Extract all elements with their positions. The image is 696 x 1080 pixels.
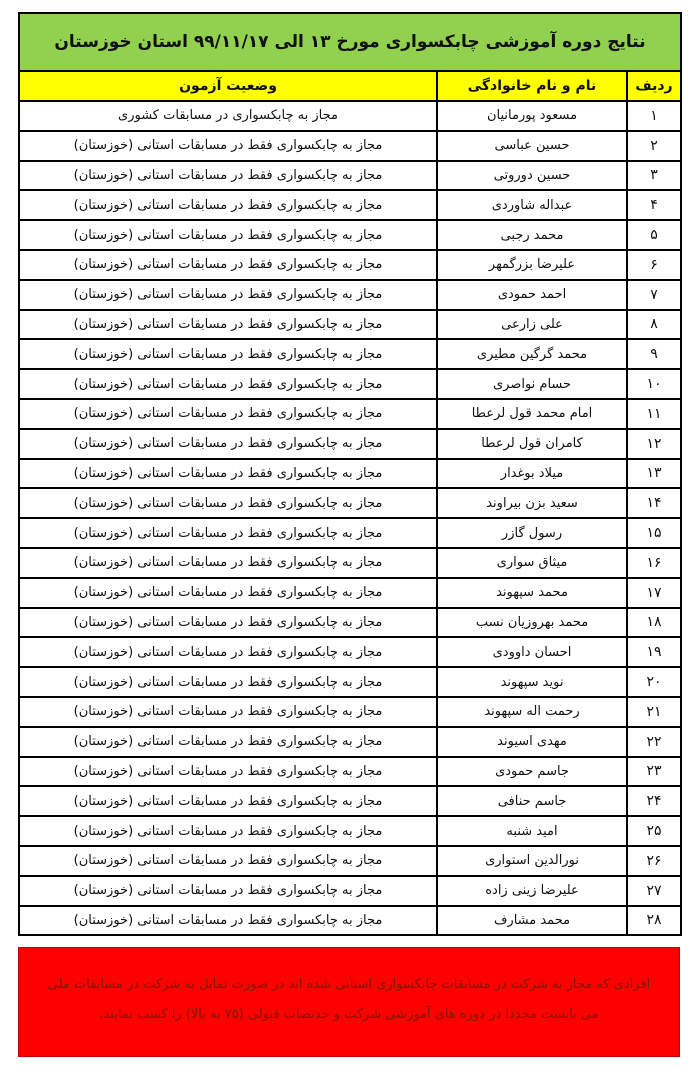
table-row <box>19 518 681 548</box>
cell-name: محمد سپهوند <box>437 578 627 608</box>
cell-name: علیرضا زینی زاده <box>437 876 627 906</box>
cell-name: امام محمد قول لرعطا <box>437 399 627 429</box>
cell-status: مجاز به چابکسواری فقط در مسابقات استانی (خوزستان) <box>19 608 437 638</box>
table-row <box>19 637 681 667</box>
cell-name: محمد گرگین مطیری <box>437 339 627 369</box>
cell-name: میثاق سواری <box>437 548 627 578</box>
cell-status: مجاز به چابکسواری فقط در مسابقات استانی (خوزستان) <box>19 339 437 369</box>
cell-name: محمد بهروزیان نسب <box>437 608 627 638</box>
cell-status: مجاز به چابکسواری فقط در مسابقات استانی (خوزستان) <box>19 816 437 846</box>
table-row <box>19 369 681 399</box>
table-row <box>19 399 681 429</box>
cell-name: سعید بزن بیراوند <box>437 488 627 518</box>
table-row <box>19 488 681 518</box>
cell-status: مجاز به چابکسواری فقط در مسابقات استانی (خوزستان) <box>19 667 437 697</box>
cell-row-number: ۲۶ <box>627 846 681 876</box>
cell-status: مجاز به چابکسواری فقط در مسابقات استانی (خوزستان) <box>19 906 437 936</box>
cell-row-number: ۱۹ <box>627 637 681 667</box>
cell-row-number: ۲۸ <box>627 906 681 936</box>
cell-name: مسعود پورمانیان <box>437 101 627 131</box>
cell-name: میلاد بوغدار <box>437 459 627 489</box>
cell-name: نورالدین استواری <box>437 846 627 876</box>
table-row <box>19 161 681 191</box>
table-body <box>19 101 681 935</box>
cell-name: محمد رجبی <box>437 220 627 250</box>
cell-status: مجاز به چابکسواری فقط در مسابقات استانی (خوزستان) <box>19 429 437 459</box>
cell-row-number: ۱۳ <box>627 459 681 489</box>
header-row <box>19 71 681 101</box>
results-sheet <box>18 12 680 936</box>
cell-row-number: ۲۷ <box>627 876 681 906</box>
cell-row-number: ۳ <box>627 161 681 191</box>
cell-status: مجاز به چابکسواری فقط در مسابقات استانی (خوزستان) <box>19 846 437 876</box>
table-row <box>19 429 681 459</box>
table-row <box>19 876 681 906</box>
cell-status: مجاز به چابکسواری فقط در مسابقات استانی (خوزستان) <box>19 280 437 310</box>
cell-status: مجاز به چابکسواری در مسابقات کشوری <box>19 101 437 131</box>
cell-row-number: ۵ <box>627 220 681 250</box>
table-row <box>19 459 681 489</box>
table-row <box>19 697 681 727</box>
cell-row-number: ۱۴ <box>627 488 681 518</box>
cell-status: مجاز به چابکسواری فقط در مسابقات استانی (خوزستان) <box>19 399 437 429</box>
cell-name: حسین عباسی <box>437 131 627 161</box>
cell-status: مجاز به چابکسواری فقط در مسابقات استانی (خوزستان) <box>19 757 437 787</box>
cell-status: مجاز به چابکسواری فقط در مسابقات استانی (خوزستان) <box>19 220 437 250</box>
notice-box <box>18 947 680 1057</box>
cell-name: عبداله شاوردی <box>437 190 627 220</box>
title-row <box>19 13 681 71</box>
table-row <box>19 727 681 757</box>
cell-status: مجاز به چابکسواری فقط در مسابقات استانی (خوزستان) <box>19 369 437 399</box>
table-row <box>19 757 681 787</box>
cell-name: حسین دوروتی <box>437 161 627 191</box>
cell-status: مجاز به چابکسواری فقط در مسابقات استانی (خوزستان) <box>19 459 437 489</box>
cell-row-number: ۲۲ <box>627 727 681 757</box>
column-header-status: وضعیت آزمون <box>19 71 437 101</box>
cell-status: مجاز به چابکسواری فقط در مسابقات استانی (خوزستان) <box>19 697 437 727</box>
table-row <box>19 608 681 638</box>
cell-status: مجاز به چابکسواری فقط در مسابقات استانی (خوزستان) <box>19 131 437 161</box>
column-header-row-number: ردیف <box>627 71 681 101</box>
cell-name: احسان داوودی <box>437 637 627 667</box>
column-header-name: نام و نام خانوادگی <box>437 71 627 101</box>
table-row <box>19 786 681 816</box>
cell-name: کامران قول لرعطا <box>437 429 627 459</box>
cell-row-number: ۱۰ <box>627 369 681 399</box>
table-row <box>19 220 681 250</box>
cell-row-number: ۲۱ <box>627 697 681 727</box>
cell-name: رسول گازر <box>437 518 627 548</box>
table-row <box>19 131 681 161</box>
cell-row-number: ۱۷ <box>627 578 681 608</box>
table-row <box>19 310 681 340</box>
cell-row-number: ۱۵ <box>627 518 681 548</box>
table-row <box>19 190 681 220</box>
cell-status: مجاز به چابکسواری فقط در مسابقات استانی (خوزستان) <box>19 637 437 667</box>
cell-row-number: ۶ <box>627 250 681 280</box>
cell-row-number: ۱۶ <box>627 548 681 578</box>
cell-name: امید شنبه <box>437 816 627 846</box>
cell-status: مجاز به چابکسواری فقط در مسابقات استانی (خوزستان) <box>19 548 437 578</box>
table-row <box>19 339 681 369</box>
cell-status: مجاز به چابکسواری فقط در مسابقات استانی (خوزستان) <box>19 727 437 757</box>
table-row <box>19 816 681 846</box>
cell-status: مجاز به چابکسواری فقط در مسابقات استانی (خوزستان) <box>19 250 437 280</box>
cell-name: محمد مشارف <box>437 906 627 936</box>
cell-name: جاسم حمودی <box>437 757 627 787</box>
cell-row-number: ۱۱ <box>627 399 681 429</box>
cell-name: حسام نواصری <box>437 369 627 399</box>
cell-row-number: ۷ <box>627 280 681 310</box>
cell-status: مجاز به چابکسواری فقط در مسابقات استانی (خوزستان) <box>19 161 437 191</box>
cell-name: احمد حمودی <box>437 280 627 310</box>
notice-line-2: می بایست مجددا در دوره های آموزشی شرکت و حدنصاب قبولی (۷۵ به بالا) را کسب نمایند. <box>99 1007 599 1022</box>
table-row <box>19 280 681 310</box>
cell-row-number: ۹ <box>627 339 681 369</box>
cell-row-number: ۲۰ <box>627 667 681 697</box>
cell-name: رحمت اله سپهوند <box>437 697 627 727</box>
table-row <box>19 101 681 131</box>
cell-name: علی زارعی <box>437 310 627 340</box>
cell-row-number: ۱۸ <box>627 608 681 638</box>
cell-row-number: ۸ <box>627 310 681 340</box>
cell-row-number: ۲۵ <box>627 816 681 846</box>
cell-row-number: ۱ <box>627 101 681 131</box>
table-row <box>19 250 681 280</box>
cell-name: جاسم حنافی <box>437 786 627 816</box>
table-row <box>19 548 681 578</box>
cell-row-number: ۲۴ <box>627 786 681 816</box>
cell-status: مجاز به چابکسواری فقط در مسابقات استانی (خوزستان) <box>19 578 437 608</box>
cell-name: نوید سپهوند <box>437 667 627 697</box>
cell-status: مجاز به چابکسواری فقط در مسابقات استانی (خوزستان) <box>19 518 437 548</box>
table-row <box>19 906 681 936</box>
page-title: نتایج دوره آموزشی چابکسواری مورخ ۱۳ الی ۹۹/۱۱/۱۷ استان خوزستان <box>19 13 681 71</box>
cell-name: علیرضا بزرگمهر <box>437 250 627 280</box>
cell-row-number: ۴ <box>627 190 681 220</box>
table-row <box>19 667 681 697</box>
cell-status: مجاز به چابکسواری فقط در مسابقات استانی (خوزستان) <box>19 190 437 220</box>
cell-status: مجاز به چابکسواری فقط در مسابقات استانی (خوزستان) <box>19 488 437 518</box>
table-row <box>19 578 681 608</box>
cell-row-number: ۱۲ <box>627 429 681 459</box>
table-row <box>19 846 681 876</box>
cell-row-number: ۲ <box>627 131 681 161</box>
cell-row-number: ۲۳ <box>627 757 681 787</box>
results-table <box>18 12 682 936</box>
cell-name: مهدی اسیوند <box>437 727 627 757</box>
notice-line-1: افرادی که مجاز به شرکت در مسابقات چابکسواری استانی شده اند در صورت تمایل به شرکت در مسابقات ملی <box>47 977 651 992</box>
cell-status: مجاز به چابکسواری فقط در مسابقات استانی (خوزستان) <box>19 786 437 816</box>
cell-status: مجاز به چابکسواری فقط در مسابقات استانی (خوزستان) <box>19 310 437 340</box>
cell-status: مجاز به چابکسواری فقط در مسابقات استانی (خوزستان) <box>19 876 437 906</box>
